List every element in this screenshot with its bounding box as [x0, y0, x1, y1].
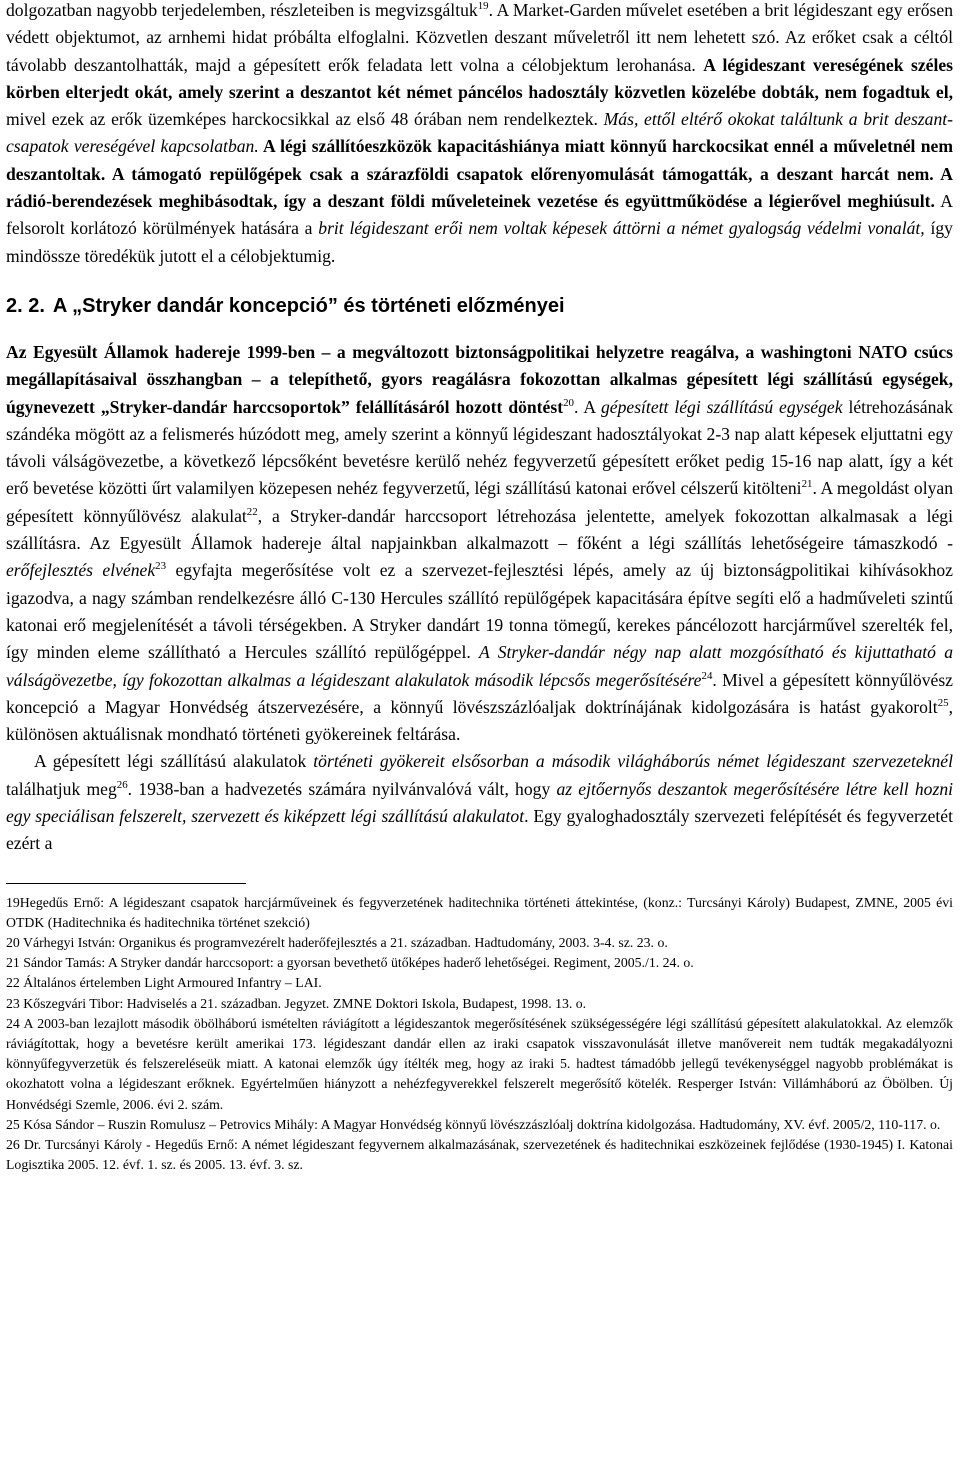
italic-text: történeti gyökereit elsősorban a második világháborús német légideszant szervezeteknél [313, 751, 953, 772]
footnote: 24 A 2003-ban lezajlott második öbölháború ismételten ráviágított a légideszantok megerősítésének szükségességére légi szállítású gépesített alakulatokkal. Az elemzők ráviágítottak, hogy a bevetésre került amerikai 173. légideszant dandár ellen az iraki csapatok visszavonulását illetve manővereit nem tudták megakadályozni könnyűfegyverzetük és felszereléseük miatt. A katonai elemzők úgy ítélték meg, hogy az iraki 5. hadtest támadóbb jellegű tevékenységgel nagyobb problémákat is okozhatott volna a légideszant erőknek. Egyértelműen hiányzott a nehézfegyverekkel felszerelt megerősítő kötelék. Resperger István: Villámháború az Öbölben. Új Honvédségi Szemle, 2006. évi 2. szám. [6, 1015, 953, 1112]
text-run: A gépesített légi szállítású alakulatok [34, 751, 314, 772]
text-run: mivel ezek az erők üzemképes harckocsikkal az első 48 órában nem rendelkeztek. [6, 109, 604, 130]
text-run: dolgozatban nagyobb terjedelemben, részleteiben is megvizsgáltuk [6, 0, 478, 20]
italic-text: Más, ettől eltérő okokat találtunk a brit deszant-csapatok vereségével kapcsolatban. [6, 109, 953, 157]
footnote-reference[interactable]: 25 [937, 696, 949, 709]
body-paragraph [6, 339, 953, 748]
footnote-reference[interactable]: 21 [801, 478, 813, 491]
footnote: 20 Várhegyi István: Organikus és programvezérelt haderőfejlesztés a 21. században. Hadtudomány, 2003. 3-4. sz. 23. o. [6, 935, 668, 951]
italic-text: A Stryker-dandár négy nap alatt mozgósítható és kijuttatható a válságövezetbe, így fokozottan alkalmas a légideszant alakulatok második lépcsős megerősítésére [6, 642, 953, 690]
italic-text: gépesített légi szállítású egységek [600, 396, 843, 417]
section-title: A „Stryker dandár koncepció” és történeti előzményei [52, 294, 565, 317]
italic-text: az ejtőernyős deszantok megerősítésére létre kell hozni egy speciálisan felszerelt, szervezett és kiképzett légi szállítású alakulatot [6, 778, 953, 827]
text-run: létrehozásának szándéka mögött az a felismerés húzódott meg, amely szerint a könnyű légideszant hadosztályokat 2-3 nap alatt képesek eljuttatni egy távoli válságövezetbe, a következő lépcsőként bevetésre kerülő nehéz fegyverzetű gépesített erőket pedig 15-16 nap alatt, így a két erő bevetése közötti űrt valamilyen közepesen nehéz fegyverzetű, légi szállítású katonai erővel célszerű kitölteni [6, 396, 953, 499]
footnote-reference[interactable]: 19 [477, 0, 489, 13]
footnotes [6, 893, 953, 1176]
footnote: 19Hegedűs Ernő: A légideszant csapatok harcjárműveinek és fegyverzetének haditechnika történeti áttekintése, (konz.: Turcsányi Károly) Budapest, ZMNE, 2005 évi OTDK (Haditechnika és haditechnika történet szekció) [6, 894, 953, 930]
footnote: 23 Kőszegvári Tibor: Hadviselés a 21. században. Jegyzet. ZMNE Doktori Iskola, Budapest, 1998. 13. o. [6, 995, 587, 1011]
footnote: 25 Kósa Sándor – Ruszin Romulusz – Petrovics Mihály: A Magyar Honvédség könnyű lövészzászlóalj doktrína kidolgozása. Hadtudomány, XV. évf. 2005/2, 110-117. o. [6, 1116, 941, 1132]
section-number: 2. 2. [6, 294, 45, 317]
body-paragraph [6, 748, 953, 857]
text-run: találhatjuk meg [6, 778, 117, 799]
footnote-reference[interactable]: 24 [701, 669, 713, 682]
footnote: 26 Dr. Turcsányi Károly - Hegedűs Ernő: A német légideszant fegyvernem alkalmazásának, szervezetének és haditechnikai eszközeinek fejlődése (1930-1945) I. Katonai Logisztika 2005. 12. évf. 1. sz. és 2005. 13. évf. 3. sz. [6, 1137, 953, 1173]
footnote-separator [6, 883, 246, 884]
footnote-reference[interactable]: 23 [155, 560, 167, 573]
text-run: . Egy gyaloghadosztály szervezeti felépítését és fegyverzetét ezért a [6, 806, 954, 854]
footnote-reference[interactable]: 20 [563, 396, 574, 409]
text-run: . A [573, 396, 601, 417]
body-paragraph [6, 0, 953, 270]
text-run: A felsorolt korlátozó körülmények hatására a [6, 191, 953, 239]
text-run: így mindössze töredékük jutott el a célobjektumig. [6, 218, 953, 266]
footnote-reference[interactable]: 26 [116, 778, 128, 791]
bold-text: A légi szállítóeszközök kapacitáshiánya miatt könnyű harckocsikat ennél a műveletnél nem deszantoltak. A támogató repülőgépek csak a szárazföldi csapatok előrenyomulását támogatták, a deszant harcát nem. A rádió-berendezések meghibásodtak, így a deszant földi műveleteinek vezetése és együttműködése a légierővel meghiúsult. [6, 136, 953, 212]
section-heading [6, 294, 953, 318]
bold-text: Az Egyesült Államok hadereje 1999-ben – a megváltozott biztonságpolitikai helyzetre reagálva, a washingtoni NATO csúcs megállapításaival összhangban – a telepíthető, gyors reagálásra fokozottan alkalmas gépesített légi szállítású egységek, úgynevezett „Stryker-dandár harccsoportok” felállításáról hozott döntést [6, 341, 953, 417]
text-run: , különösen aktuálisnak mondható történeti gyökereinek feltárása. [6, 696, 953, 745]
text-run: egyfajta megerősítése volt ez a szervezet-fejlesztési lépés, amely az új biztonságpolitikai kihívásokhoz igazodva, a nagy számban rendelkezésre álló C-130 Hercules szállító repülőgépek kapacitására építve segíti elő a hadműveleti szintű katonai erő megjelenítését a távoli térségekben. A Stryker dandárt 19 tonna tömegű, kerekes páncélozott harcjárművel szerelték fel, így minden eleme szállítható a Hercules szállító repülőgéppel. [6, 560, 953, 663]
text-run: . 1938-ban a hadvezetés számára nyilvánvalóvá vált, hogy [127, 778, 557, 799]
italic-text: erőfejlesztés elvének [6, 560, 156, 581]
text-run: . A Market-Garden művelet esetében a brit légideszant egy erősen védett objektumot, az arnhemi hidat próbálta elfoglalni. Közvetlen deszant műveletről itt nem lehetett szó. Az erőket csak a céltól távolabb deszantolhatták, majd a gépesített erők feladata lett volna a célobjektum lerohanása. [6, 0, 954, 75]
text-run: . A megoldást olyan gépesített könnyűlövész alakulat [6, 478, 953, 526]
text-run: , a Stryker-dandár harccsoport létrehozása jelentette, amelyek fokozottan alkalmasak a légi szállításra. Az Egyesült Államok hadereje által napjainkban alkalmazott – főként a légi szállítás lehetőségeire támaszkodó - [6, 505, 953, 554]
footnote: 22 Általános értelemben Light Armoured Infantry – LAI. [6, 975, 322, 991]
footnote: 21 Sándor Tamás: A Stryker dandár harccsoport: a gyorsan bevethető ütőképes haderő lehetőségei. Regiment, 2005./1. 24. o. [6, 955, 694, 971]
footnote-reference[interactable]: 22 [246, 505, 258, 518]
text-run: . Mivel a gépesített könnyűlövész koncepció a Magyar Honvédség átszervezésére, a könnyű lövészszázlóaljak doktrínájának kidolgozására is hatást gyakorolt [6, 669, 953, 717]
bold-text: A légideszant vereségének széles körben elterjedt okát, amely szerint a deszantot két német páncélos hadosztály közvetlen közelébe dobták, nem fogadtuk el, [6, 54, 953, 102]
italic-text: brit légideszant erői nem voltak képesek áttörni a német gyalogság védelmi vonalát, [318, 218, 925, 239]
